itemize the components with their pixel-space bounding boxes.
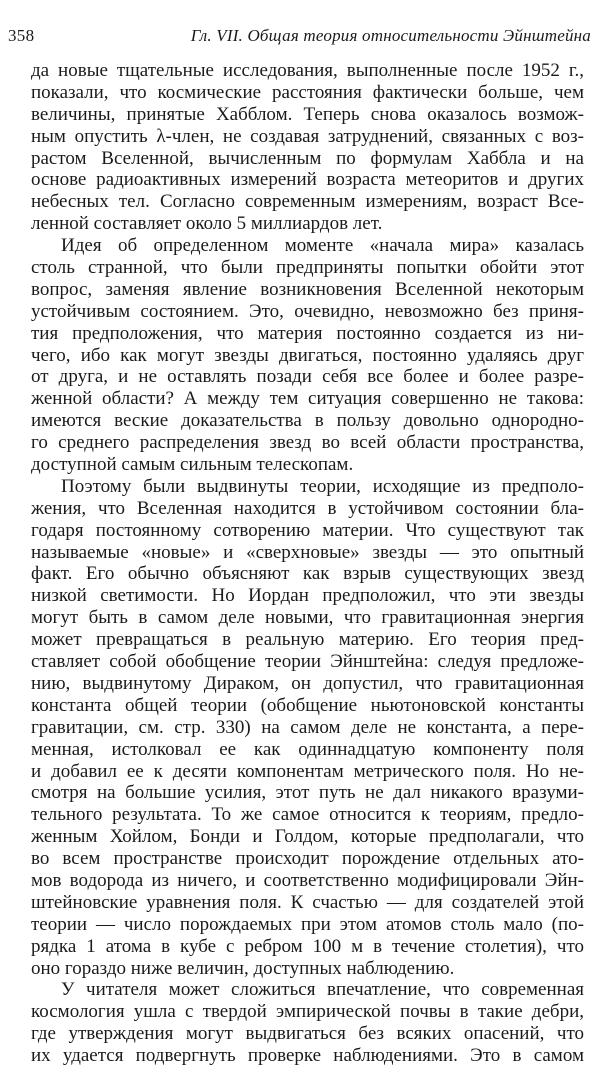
text-line: и добавил ее к десяти компонентам метрического поля. Но не- (31, 760, 584, 782)
text-line: их удается подвергнуть проверке наблюдениями. Это в самом (31, 1045, 584, 1067)
text-line: У читателя может сложиться впечатление, что современная (61, 979, 584, 1001)
text-line: тельного результата. То же самое относится к теориям, предло- (31, 804, 584, 826)
text-line: рядка 1 атома в кубе с ребром 100 м в течение столетия), что (31, 935, 584, 957)
paragraph (31, 476, 584, 979)
text-line: космология ушла с твердой эмпирической почвы в такие дебри, (31, 1001, 584, 1023)
text-line: женной области? А между тем ситуация совершенно не такова: (31, 388, 584, 410)
text-line: устойчивым состоянием. Это, очевидно, невозможно без приня- (31, 300, 584, 322)
text-line: вопрос, заменяя явление возникновения Вселенной некоторым (31, 278, 584, 300)
text-line: да новые тщательные исследования, выполненные после 1952 г., (31, 60, 584, 81)
page-number: 358 (8, 26, 35, 45)
text-line: может превращаться в реальную материю. Его теория пред- (31, 629, 584, 651)
paragraph (31, 60, 584, 235)
text-line: основе радиоактивных измерений возраста метеоритов и других (31, 169, 584, 191)
text-line: факт. Его обычно объясняют как взрыв существующих звезд (31, 563, 584, 585)
text-line: Идея об определенном моменте «начала мира» казалась (61, 235, 584, 257)
page-header (8, 26, 591, 50)
text-line: константа общей теории (обобщение ньютоновской константы (31, 694, 584, 716)
paragraph (31, 979, 584, 1067)
text-line: ленной составляет около 5 миллиардов лет. (31, 213, 383, 235)
text-line: годаря постоянному сотворению материи. Что существуют так (31, 519, 584, 541)
text-line: нию, выдвинутому Дираком, он допустил, что гравитационная (31, 672, 584, 694)
text-line: низкой светимости. Но Иордан предположил, что эти звезды (31, 585, 584, 607)
text-line: доступной самым сильным телескопам. (31, 454, 354, 476)
text-line: чего, ибо как могут звезды двигаться, постоянно удаляясь друг (31, 344, 584, 366)
text-line: штейновские уравнения поля. К счастью — для создателей этой (31, 891, 584, 913)
text-line: растом Вселенной, вычисленным по формулам Хаббла и на (31, 147, 584, 169)
text-line: менная, истолковал ее как одиннадцатую компоненту поля (31, 738, 584, 760)
text-line: показали, что космические расстояния фактически больше, чем (31, 81, 584, 103)
text-line: ставляет собой обобщение теории Эйнштейна: следуя предложе- (31, 651, 584, 673)
text-line: могут быть в самом деле новыми, что гравитационная энергия (31, 607, 584, 629)
running-head: Гл. VII. Общая теория относительности Эйнштейна (190, 26, 591, 45)
text-line: во всем пространстве происходит порождение отдельных ато- (31, 848, 584, 870)
text-line: тия предположения, что материя постоянно создается из ни- (31, 322, 584, 344)
paragraph (31, 235, 584, 476)
text-line: жения, что Вселенная находится в устойчивом состоянии бла- (31, 497, 584, 519)
text-line: величины, принятые Хабблом. Теперь снова оказалось возмож- (31, 103, 584, 125)
text-line: теории — число порождаемых при этом атомов столь мало (по- (31, 913, 584, 935)
text-line: ным опустить λ-член, не создавая затруднений, связанных с воз- (31, 125, 584, 147)
text-line: от друга, и не оставлять позади себя все более и более разре- (31, 366, 584, 388)
text-line: столь странной, что были предприняты попытки обойти этот (31, 257, 584, 279)
text-line: гравитации, см. стр. 330) на самом деле не константа, а пере- (31, 716, 584, 738)
text-line: называемые «новые» и «сверхновые» звезды — это опытный (31, 541, 584, 563)
body-text (31, 60, 584, 1067)
text-line: женным Хойлом, Бонди и Голдом, которые предполагали, что (31, 826, 584, 848)
text-line: смотря на большие усилия, этот путь не дал никакого вразуми- (31, 782, 584, 804)
text-line: имеются веские доказательства в пользу довольно однородно- (31, 410, 584, 432)
text-line: го среднего распределения звезд во всей области пространства, (31, 432, 584, 454)
text-line: где утверждения могут выдвигаться без всяких опасений, что (31, 1023, 584, 1045)
text-line: небесных тел. Согласно современным измерениям, возраст Все- (31, 191, 584, 213)
text-line: оно гораздо ниже величин, доступных наблюдению. (31, 957, 455, 979)
text-line: Поэтому были выдвинуты теории, исходящие из предполо- (61, 475, 584, 497)
text-line: мов водорода из ничего, и соответственно модифицировали Эйн- (31, 869, 584, 891)
